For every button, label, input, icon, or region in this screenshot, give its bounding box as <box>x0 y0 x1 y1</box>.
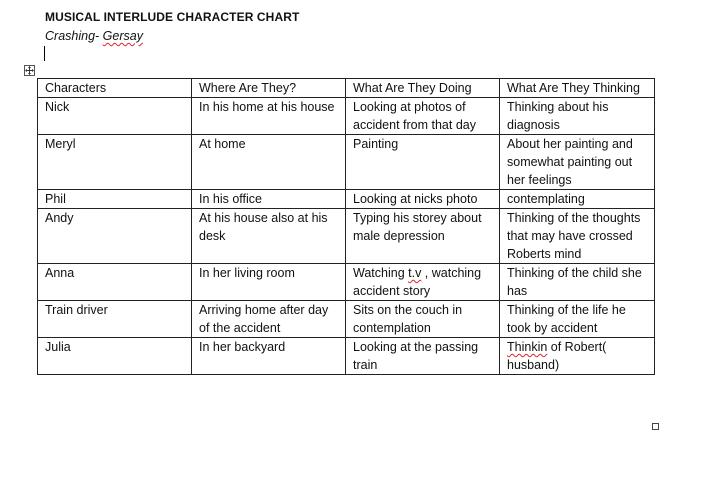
table-cell[interactable]: Looking at photos of accident from that day <box>346 98 500 135</box>
table-cell[interactable]: Typing his storey about male depression <box>346 209 500 264</box>
table-cell[interactable]: Sits on the couch in contemplation <box>346 301 500 338</box>
table-row <box>38 98 655 135</box>
resize-square-icon[interactable] <box>652 423 659 430</box>
table-cell[interactable]: Looking at the passing train <box>346 338 500 375</box>
table-row <box>38 301 655 338</box>
table-cell[interactable] <box>500 338 655 375</box>
cell-text: Watching <box>353 266 409 280</box>
subtitle-name: Gersay <box>102 29 143 43</box>
table-cell[interactable]: Anna <box>38 264 192 301</box>
table-row <box>38 135 655 190</box>
table-cell[interactable]: Thinking of the child she has <box>500 264 655 301</box>
table-row <box>38 190 655 209</box>
table-cell[interactable]: Julia <box>38 338 192 375</box>
table-cell[interactable]: In her living room <box>192 264 346 301</box>
header-cell[interactable]: What Are They Doing <box>346 79 500 98</box>
table-cell[interactable]: Painting <box>346 135 500 190</box>
table-cell[interactable] <box>346 264 500 301</box>
table-row <box>38 209 655 264</box>
header-cell[interactable]: Characters <box>38 79 192 98</box>
table-cell[interactable]: Train driver <box>38 301 192 338</box>
subtitle-prefix: Crashing- <box>45 29 103 43</box>
table-cell[interactable]: Thinking of the life he took by accident <box>500 301 655 338</box>
table-cell[interactable]: In his home at his house <box>192 98 346 135</box>
document-title: MUSICAL INTERLUDE CHARACTER CHART <box>45 10 300 24</box>
table-cell[interactable]: contemplating <box>500 190 655 209</box>
header-cell[interactable]: What Are They Thinking <box>500 79 655 98</box>
table-cell[interactable]: Thinking about his diagnosis <box>500 98 655 135</box>
misspelled-word: Thinkin <box>507 340 548 354</box>
table-cell[interactable]: About her painting and somewhat painting out her feelings <box>500 135 655 190</box>
table-cell[interactable]: Nick <box>38 98 192 135</box>
table-cell[interactable]: Looking at nicks photo <box>346 190 500 209</box>
table-row <box>38 338 655 375</box>
table-header-row <box>38 79 655 98</box>
cell-text: , watching accident story <box>353 266 482 298</box>
table-cell[interactable]: Meryl <box>38 135 192 190</box>
table-cell[interactable]: In his office <box>192 190 346 209</box>
table-cell[interactable]: Arriving home after day of the accident <box>192 301 346 338</box>
misspelled-word: t.v <box>408 266 422 280</box>
table-cell[interactable]: At his house also at his desk <box>192 209 346 264</box>
character-chart-table <box>37 78 655 375</box>
table-row <box>38 264 655 301</box>
table-cell[interactable]: Andy <box>38 209 192 264</box>
table-cell[interactable]: Phil <box>38 190 192 209</box>
table-cell[interactable]: At home <box>192 135 346 190</box>
document-subtitle <box>45 29 143 43</box>
cell-text: of Robert( husband) <box>507 340 607 372</box>
table-cell[interactable]: In her backyard <box>192 338 346 375</box>
header-cell[interactable]: Where Are They? <box>192 79 346 98</box>
text-caret <box>44 46 45 61</box>
move-arrows-icon[interactable] <box>24 65 35 76</box>
table-cell[interactable]: Thinking of the thoughts that may have crossed Roberts mind <box>500 209 655 264</box>
